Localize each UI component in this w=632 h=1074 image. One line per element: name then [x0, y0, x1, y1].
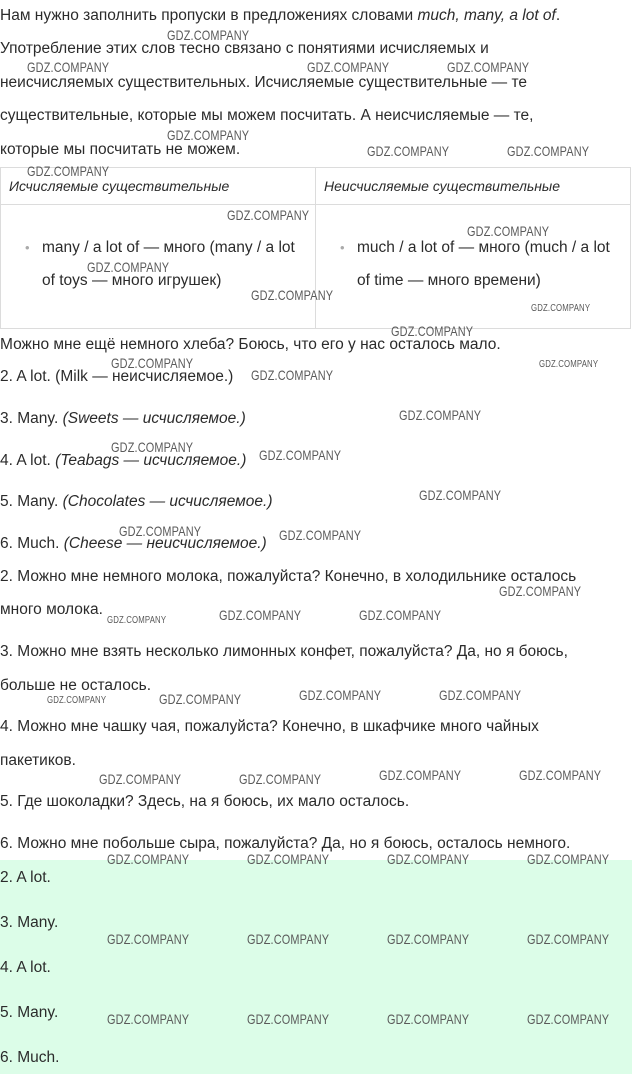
translation-2-line-1: 2. Можно мне немного молока, пожалуйста? Конечно, в холодильнике осталось [0, 568, 577, 585]
bullet-icon: • [25, 240, 30, 255]
answers-panel [0, 860, 632, 1074]
watermark: GDZ.COMPANY [251, 287, 334, 303]
watermark: GDZ.COMPANY [359, 607, 442, 623]
intro-line-3: неисчисляемых существительных. Исчисляемые существительные — те [0, 74, 528, 91]
watermark: GDZ.COMPANY [399, 407, 482, 423]
watermark: GDZ.COMPANY [219, 607, 302, 623]
watermark: GDZ.COMPANY [527, 851, 610, 867]
watermark: GDZ.COMPANY [391, 323, 474, 339]
watermark: GDZ.COMPANY [439, 687, 522, 703]
watermark: GDZ.COMPANY [167, 27, 250, 43]
watermark: GDZ.COMPANY [387, 1011, 470, 1027]
intro-line-5: которые мы посчитать не можем. [0, 141, 241, 158]
watermark: GDZ.COMPANY [467, 223, 550, 239]
watermark: GDZ.COMPANY [239, 771, 322, 787]
watermark: GDZ.COMPANY [539, 359, 599, 370]
watermark: GDZ.COMPANY [111, 439, 194, 455]
watermark: GDZ.COMPANY [27, 163, 110, 179]
header-countable: Исчисляемые существительные [1, 168, 316, 205]
watermark: GDZ.COMPANY [111, 355, 194, 371]
watermark: GDZ.COMPANY [87, 259, 170, 275]
answer-4: 4. A lot. [0, 959, 51, 976]
watermark: GDZ.COMPANY [419, 487, 502, 503]
answer-3: 3. Many. [0, 914, 59, 931]
answer-6: 6. Much. [0, 1049, 60, 1066]
watermark: GDZ.COMPANY [527, 931, 610, 947]
explanation-sentence-1: Можно мне ещё немного хлеба? Боюсь, что его у нас осталось мало. [0, 336, 501, 353]
watermark: GDZ.COMPANY [251, 367, 334, 383]
translation-6: 6. Можно мне побольше сыра, пожалуйста? Да, но я боюсь, осталось немного. [0, 835, 571, 852]
watermark: GDZ.COMPANY [279, 527, 362, 543]
watermark: GDZ.COMPANY [107, 615, 167, 626]
cell-countable: • many / a lot of — много (many / a lot of toys — много игрушек) [1, 205, 316, 329]
intro-line-2: Употребление этих слов тесно связано с понятиями исчисляемых и [0, 40, 489, 57]
intro-line-1: Нам нужно заполнить пропуски в предложениях словами much, many, a lot of. [0, 7, 561, 24]
watermark: GDZ.COMPANY [99, 771, 182, 787]
answer-5: 5. Many. [0, 1004, 59, 1021]
watermark: GDZ.COMPANY [107, 931, 190, 947]
explanation-item-5: 5. Many. (Chocolates — исчисляемое.) [0, 493, 273, 510]
watermark: GDZ.COMPANY [47, 695, 107, 706]
watermark: GDZ.COMPANY [499, 583, 582, 599]
header-uncountable: Неисчисляемые существительные [316, 168, 631, 205]
answer-2: 2. A lot. [0, 869, 51, 886]
watermark: GDZ.COMPANY [531, 303, 591, 314]
translation-3-line-2: больше не осталось. [0, 677, 152, 694]
watermark: GDZ.COMPANY [387, 851, 470, 867]
watermark: GDZ.COMPANY [107, 851, 190, 867]
cell-uncountable: • much / a lot of — много (much / a lot of time — много времени) [316, 205, 631, 329]
translation-5: 5. Где шоколадки? Здесь, на я боюсь, их мало осталось. [0, 793, 410, 810]
translation-4-line-1: 4. Можно мне чашку чая, пожалуйста? Конечно, в шкафчике много чайных [0, 718, 539, 735]
watermark: GDZ.COMPANY [119, 523, 202, 539]
bullet-icon: • [340, 240, 345, 255]
watermark: GDZ.COMPANY [367, 143, 450, 159]
watermark: GDZ.COMPANY [507, 143, 590, 159]
watermark: GDZ.COMPANY [167, 127, 250, 143]
translation-3-line-1: 3. Можно мне взять несколько лимонных конфет, пожалуйста? Да, но я боюсь, [0, 643, 568, 660]
watermark: GDZ.COMPANY [247, 1011, 330, 1027]
watermark: GDZ.COMPANY [227, 207, 310, 223]
watermark: GDZ.COMPANY [379, 767, 462, 783]
translation-2-line-2: много молока. [0, 601, 103, 618]
explanation-item-6: 6. Much. (Cheese — неисчисляемое.) [0, 535, 267, 552]
watermark: GDZ.COMPANY [247, 851, 330, 867]
watermark: GDZ.COMPANY [519, 767, 602, 783]
explanation-item-4: 4. A lot. (Teabags — исчисляемое.) [0, 452, 247, 469]
watermark: GDZ.COMPANY [107, 1011, 190, 1027]
explanation-item-3: 3. Many. (Sweets — исчисляемое.) [0, 410, 246, 427]
translation-4-line-2: пакетиков. [0, 752, 76, 769]
explanation-item-2: 2. A lot. (Milk — неисчисляемое.) [0, 368, 234, 385]
intro-line-4: существительные, которые мы можем посчитать. А неисчисляемые — те, [0, 107, 534, 124]
watermark: GDZ.COMPANY [259, 447, 342, 463]
watermark: GDZ.COMPANY [27, 59, 110, 75]
watermark: GDZ.COMPANY [299, 687, 382, 703]
watermark: GDZ.COMPANY [247, 931, 330, 947]
watermark: GDZ.COMPANY [159, 691, 242, 707]
target-words: much, many, a lot of [417, 7, 556, 24]
watermark: GDZ.COMPANY [307, 59, 390, 75]
watermark: GDZ.COMPANY [447, 59, 530, 75]
watermark: GDZ.COMPANY [387, 931, 470, 947]
watermark: GDZ.COMPANY [527, 1011, 610, 1027]
